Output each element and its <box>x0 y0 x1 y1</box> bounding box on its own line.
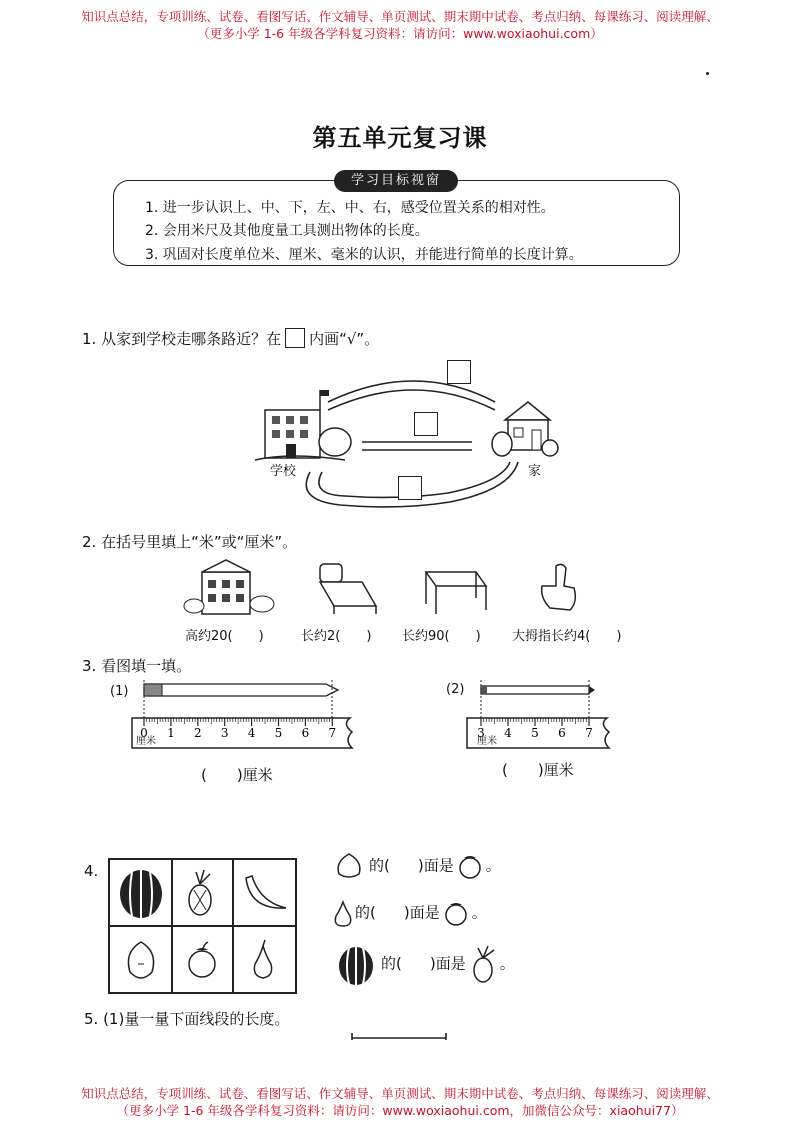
ruler-2-unit: 厘米 <box>477 736 497 747</box>
ruler-tick-label: 4 <box>247 726 256 740</box>
ruler-tick-label: 7 <box>585 726 593 740</box>
ruler-tick-label: 3 <box>477 726 485 740</box>
apple-icon <box>189 942 215 977</box>
goal-item-3: 3. 巩固对长度单位米、厘米、毫米的认识，并能进行简单的长度计算。 <box>145 247 583 263</box>
stray-dot <box>706 72 709 75</box>
answer-box-bottom[interactable] <box>398 476 422 500</box>
q3-part-2-label: (2) <box>446 682 465 697</box>
q1-inline-box <box>285 328 305 348</box>
watermelon-icon <box>331 942 381 986</box>
q2-pictures <box>180 558 600 618</box>
route-top-inner <box>328 390 495 410</box>
bed-icon <box>320 564 376 614</box>
question-3: 3. 看图填一填。 <box>82 657 192 675</box>
q4-line-1-b: )面是 <box>417 856 454 875</box>
header-line-1: 知识点总结，专项训练、试卷、看图写话、作文辅导、单页测试、期末期中试卷、考点归纳、每课练习、阅读理解、 <box>81 9 719 24</box>
q4-line-3 <box>331 942 515 986</box>
ruler-tick-label: 0 <box>140 726 148 740</box>
label-school: 学校 <box>270 464 297 479</box>
answer-box-top[interactable] <box>447 360 471 384</box>
q2-item-3: 长约90( ) <box>402 629 481 644</box>
q2-item-4: 大拇指长约4( ) <box>512 629 622 644</box>
segment-to-measure <box>350 1030 450 1044</box>
q2-item-1: 高约20( ) <box>185 629 264 644</box>
q3-answer-1: ( )厘米 <box>201 766 273 784</box>
pencil-2 <box>481 686 589 694</box>
peach-icon <box>331 852 369 880</box>
q4-line-2-b: )面是 <box>403 903 440 922</box>
watermelon-icon <box>120 870 162 918</box>
table-icon <box>426 572 486 614</box>
apple-icon <box>454 852 486 880</box>
pencil-1 <box>144 684 338 696</box>
ruler-tick-label: 5 <box>531 726 539 740</box>
q4-line-2-a: 的( <box>355 903 376 922</box>
q4-line-1-a: 的( <box>369 856 390 875</box>
goals-tag: 学习目标视窗 <box>334 170 458 192</box>
label-home: 家 <box>528 464 542 479</box>
pear-icon <box>254 940 271 978</box>
footer-line-2: （更多小学 1-6 年级各学科复习资料：请访问：www.woxiaohui.com，加微信公众号：xiaohui77） <box>116 1103 684 1118</box>
goal-item-2: 2. 会用米尺及其他度量工具测出物体的长度。 <box>145 223 429 239</box>
page-title: 第五单元复习课 <box>312 124 488 152</box>
pineapple-icon <box>189 870 211 915</box>
q4-line-3-b: )面是 <box>429 954 466 973</box>
building-icon <box>184 560 274 614</box>
q4-line-2-c: 。 <box>471 903 487 922</box>
q2-item-2: 长约2( ) <box>301 629 372 644</box>
thumb-icon <box>542 564 576 610</box>
q3-answer-2: ( )厘米 <box>502 761 574 779</box>
fruit-grid-svg <box>110 860 295 992</box>
goal-item-1: 1. 进一步认识上、中、下，左、中、右，感受位置关系的相对性。 <box>145 200 555 216</box>
q1-prefix: 1. 从家到学校走哪条路近？在 <box>82 330 282 348</box>
q4-line-1 <box>331 852 501 882</box>
ruler-1 <box>130 680 370 770</box>
pineapple-icon <box>466 944 500 984</box>
school-icon <box>255 390 351 460</box>
fruit-grid <box>108 858 297 994</box>
question-1 <box>82 328 379 349</box>
peach-icon <box>128 942 153 978</box>
footer-line-1: 知识点总结，专项训练、试卷、看图写话、作文辅导、单页测试、期末期中试卷、考点归纳、每课练习、阅读理解、 <box>81 1086 719 1101</box>
ruler-tick-label: 7 <box>328 726 337 740</box>
q4-line-1-c: 。 <box>485 856 501 875</box>
question-5: 5. (1)量一量下面线段的长度。 <box>84 1010 290 1028</box>
question-2: 2. 在括号里填上“米”或“厘米”。 <box>82 533 298 551</box>
banana-icon <box>246 876 286 908</box>
answer-box-middle[interactable] <box>414 412 438 436</box>
ruler-tick-label: 6 <box>558 726 566 740</box>
q1-suffix: 内画“√”。 <box>309 330 380 348</box>
ruler-tick-label: 2 <box>193 726 202 740</box>
q4-line-3-a: 的( <box>381 954 402 973</box>
q4-line-3-c: 。 <box>499 954 515 973</box>
q4-line-2 <box>331 898 487 928</box>
home-icon <box>492 402 558 456</box>
ruler-tick-label: 3 <box>220 726 229 740</box>
ruler-tick-label: 4 <box>504 726 512 740</box>
header-line-2: （更多小学 1-6 年级各学科复习资料：请访问：www.woxiaohui.com） <box>197 26 603 41</box>
ruler-tick-label: 6 <box>301 726 310 740</box>
ruler-tick-label: 5 <box>274 726 283 740</box>
ruler-2 <box>465 680 625 770</box>
apple-icon <box>440 899 472 927</box>
question-4-number: 4. <box>84 862 99 880</box>
q3-part-1-label: (1) <box>110 684 129 699</box>
ruler-tick-label: 1 <box>167 726 175 740</box>
pear-icon <box>331 898 355 928</box>
ruler-1-unit: 厘米 <box>136 736 156 747</box>
